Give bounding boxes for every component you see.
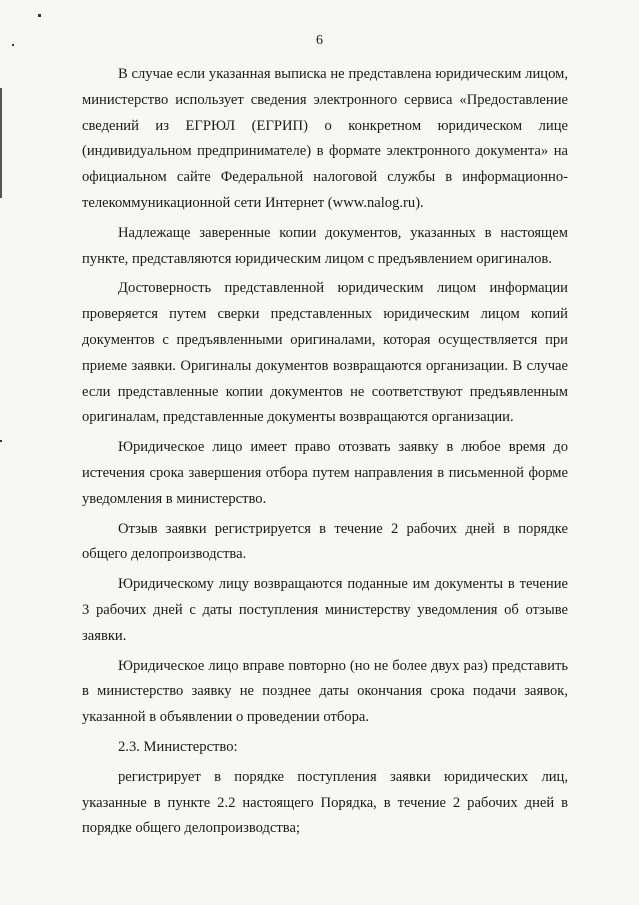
- scan-mark: [38, 14, 41, 17]
- paragraph: В случае если указанная выписка не представлена юридическим лицом, министерство использует сведения электронного сервиса «Предоставление сведений из ЕГРЮЛ (ЕГРИП) о конкретном юридическом лице (индивидуальном предпринимателе) в формате электронного документа» на официальном сайте Федеральной налоговой службы в информационно-телекоммуникационной сети Интернет (www.nalog.ru).: [82, 66, 568, 211]
- paragraph: Юридическое лицо имеет право отозвать заявку в любое время до истечения срока завершения отбора путем направления в письменной форме уведомления в министерство.: [82, 439, 568, 507]
- paragraph: Юридическому лицу возвращаются поданные им документы в течение 3 рабочих дней с даты поступления министерству уведомления об отзыве заявки.: [82, 576, 568, 644]
- paragraph: Юридическое лицо вправе повторно (но не более двух раз) представить в министерство заявку не позднее даты окончания срока подачи заявок, указанной в объявлении о проведении отбора.: [82, 657, 568, 726]
- paragraph: регистрирует в порядке поступления заявки юридических лиц, указанные в пункте 2.2 настоящего Порядка, в течение 2 рабочих дней в порядке общего делопроизводства;: [82, 768, 568, 837]
- scan-mark: [0, 440, 2, 442]
- scan-mark: [12, 44, 14, 46]
- document-body: [82, 62, 568, 842]
- paragraph: Надлежаще заверенные копии документов, указанных в настоящем пункте, представляются юридическим лицом с предъявлением оригиналов.: [82, 224, 568, 267]
- paragraph: Отзыв заявки регистрируется в течение 2 рабочих дней в порядке общего делопроизводства.: [82, 520, 568, 563]
- page-number: 6: [316, 33, 323, 48]
- scan-mark: [0, 88, 2, 198]
- paragraph: Достоверность представленной юридическим лицом информации проверяется путем сверки представленных юридическим лицом копий документов с предъявленными оригиналами, которая осуществляется при приеме заявки. Оригиналы документов возвращаются организации. В случае если представленные копии документов не соответствуют предъявленным оригиналам, представленные документы возвращаются организации.: [82, 280, 568, 426]
- section-heading: 2.3. Министерство:: [118, 738, 238, 755]
